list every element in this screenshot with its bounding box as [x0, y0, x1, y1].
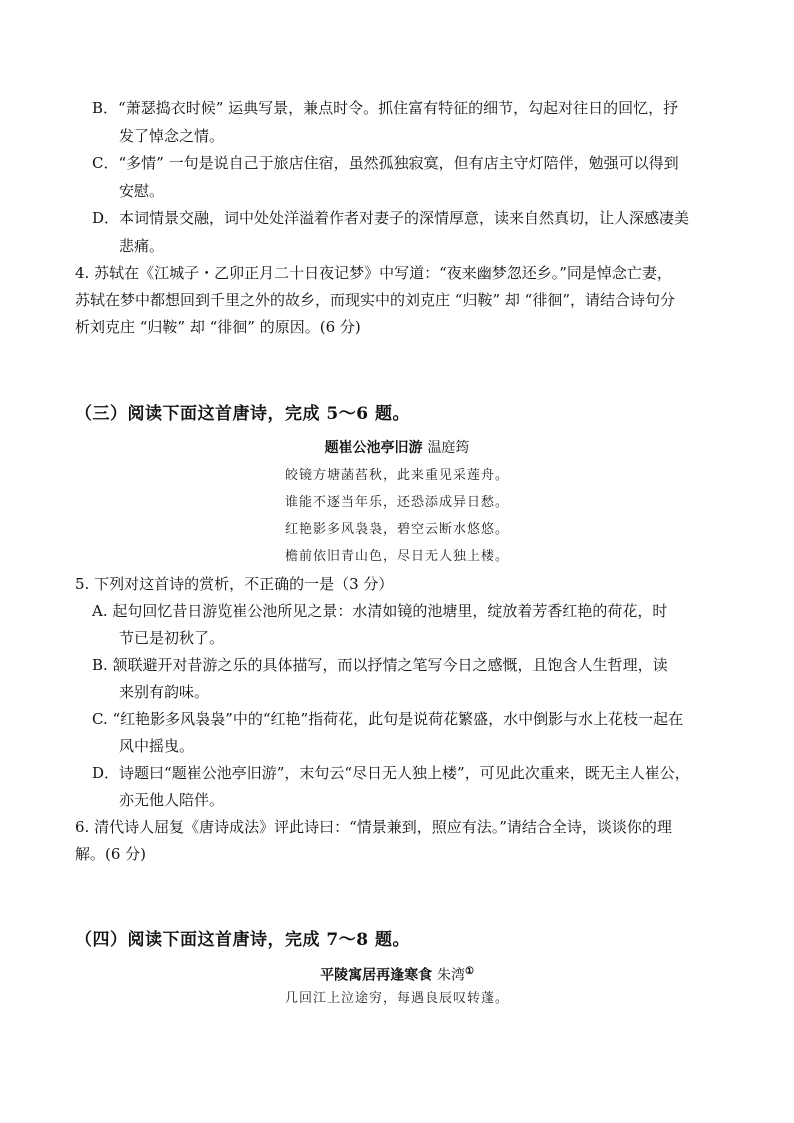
- question-4-line3: 析刘克庄 “归鞍” 却 “徘徊” 的原因。(6 分): [75, 318, 361, 336]
- q3-option-b-line2: 发了悼念之情。: [119, 127, 225, 145]
- poem-1-title: [0, 438, 794, 458]
- q3-option-d-line1: D．本词情景交融，词中处处洋溢着作者对妻子的深情厚意，读来自然真切，让人深感凄美: [92, 209, 690, 227]
- q5-option-c-line2: 风中摇曳。: [119, 737, 195, 755]
- question-4-line2: 苏轼在梦中都想回到千里之外的故乡，而现实中的刘克庄 “归鞍” 却 “徘徊”，请结合诗句分: [75, 291, 675, 309]
- question-6-line2: 解。(6 分): [75, 845, 147, 863]
- q5-option-b-line2: 来别有韵味。: [119, 683, 210, 701]
- poem-1-title-text: 题崔公池亭旧游: [324, 440, 423, 456]
- section-4-heading: （四）阅读下面这首唐诗，完成 7～8 题。: [75, 930, 410, 950]
- section-3-heading: （三）阅读下面这首唐诗，完成 5～6 题。: [75, 404, 410, 424]
- poem-1-author: 温庭筠: [427, 440, 470, 456]
- q5-option-c-line1: C. “红艳影多风袅袅”中的“红艳”指荷花，此句是说荷花繁盛，水中倒影与水上花枝一起在: [92, 710, 684, 728]
- poem-1-line: 红艳影多风袅袅，碧空云断水悠悠。: [284, 522, 509, 537]
- poem-2-line: 几回江上泣途穷，每遇良辰叹转蓬。: [284, 991, 509, 1006]
- q5-option-a-line2: 节已是初秋了。: [119, 629, 225, 647]
- q3-option-c-line1: C．“多情” 一句是说自己于旅店住宿，虽然孤独寂寞，但有店主守灯陪伴，勉强可以得到: [92, 154, 679, 172]
- question-5-stem: 5. 下列对这首诗的赏析，不正确的一是（3 分）: [75, 575, 394, 593]
- q5-option-d-line1: D．诗题曰“题崔公池亭旧游”，末句云“尽日无人独上楼”，可见此次重来，既无主人崔公，: [92, 764, 690, 782]
- poem-2-author: 朱湾: [436, 967, 465, 984]
- q3-option-c-line2: 安慰。: [119, 182, 165, 200]
- question-6-line1: 6. 清代诗人屈复《唐诗成法》评此诗曰：“情景兼到，照应有法。”请结合全诗，谈谈你的理: [75, 818, 672, 836]
- q5-option-a-line1: A. 起句回忆昔日游览崔公池所见之景：水清如镜的池塘里，绽放着芳香红艳的荷花，时: [92, 602, 668, 620]
- q3-option-b-line1: B．“萧瑟捣衣时候” 运典写景，兼点时令。抓住富有特征的细节，勾起对往日的回忆，抒: [92, 99, 679, 117]
- poem-1-line: 谁能不逐当年乐，还恐添成异日愁。: [284, 495, 509, 510]
- footnote-marker: ①: [464, 966, 474, 977]
- q3-option-d-line2: 悲痛。: [119, 237, 165, 255]
- q5-option-b-line1: B. 颔联避开对昔游之乐的具体描写，而以抒情之笔写今日之感慨，且饱含人生哲理，读: [92, 656, 668, 674]
- poem-2-title: [0, 962, 794, 986]
- q5-option-d-line2: 亦无他人陪伴。: [119, 791, 225, 809]
- question-4-line1: 4. 苏轼在《江城子・乙卯正月二十日夜记梦》中写道：“夜来幽梦忽还乡。”同是悼念亡妻，: [75, 264, 672, 282]
- poem-1-line: 皎镜方塘菡萏秋，此来重见采莲舟。: [284, 468, 509, 483]
- poem-1-line: 檐前依旧青山色，尽日无人独上楼。: [284, 549, 509, 564]
- poem-2-title-text: 平陵寓居再逢寒食: [320, 967, 433, 984]
